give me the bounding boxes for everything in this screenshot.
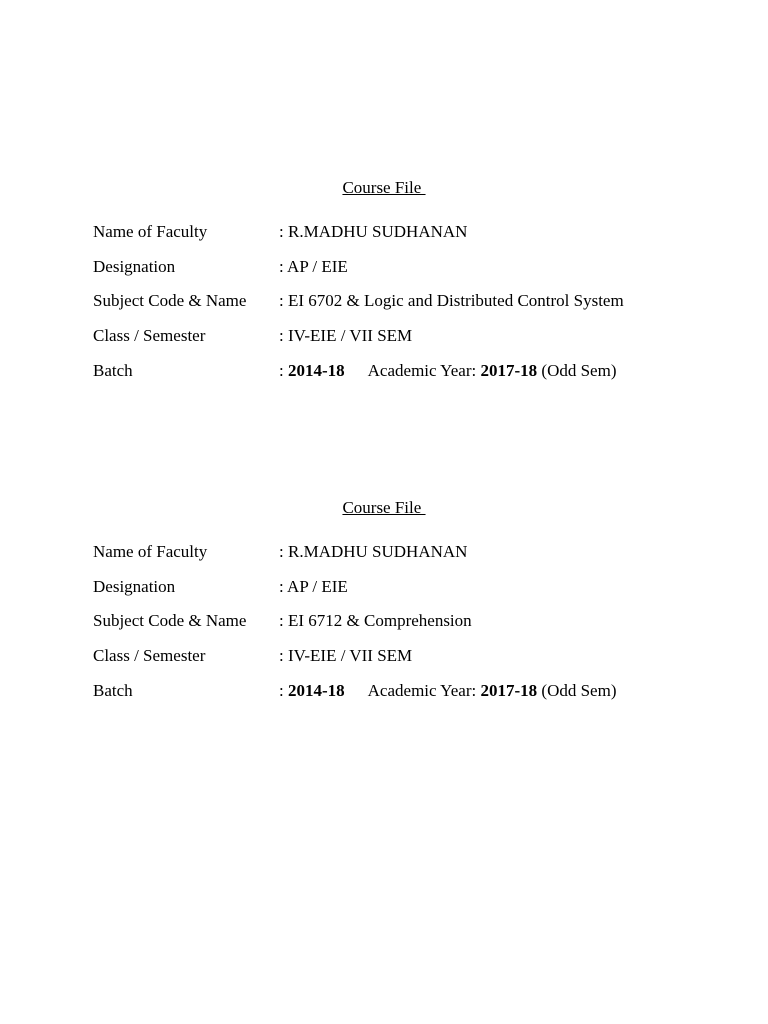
subject-value-line	[279, 290, 624, 312]
colon: :	[279, 256, 284, 276]
class-semester-row	[0, 645, 768, 667]
colon: :	[279, 576, 284, 596]
colon: :	[279, 646, 284, 666]
class-semester-value: IV-EIE / VII SEM	[287, 326, 413, 346]
semester-note: (Odd Sem)	[541, 680, 617, 700]
colon: :	[279, 326, 284, 346]
faculty-label: Name of Faculty	[93, 542, 208, 561]
academic-year-value: 2017-18	[480, 360, 538, 380]
designation-label: Designation	[93, 576, 176, 596]
batch-label: Batch	[93, 360, 133, 380]
colon: :	[279, 542, 284, 561]
course-file-title: Course File	[342, 498, 426, 517]
class-semester-label: Class / Semester	[93, 326, 206, 346]
colon: :	[279, 222, 284, 241]
faculty-value-line	[279, 541, 467, 563]
class-semester-label: Class / Semester	[93, 646, 206, 666]
class-semester-row	[0, 325, 768, 347]
class-semester-value-line	[279, 325, 412, 347]
colon: :	[279, 291, 284, 311]
designation-value: AP / EIE	[287, 256, 348, 276]
batch-row	[0, 360, 768, 382]
designation-value: AP / EIE	[287, 576, 348, 596]
designation-label: Designation	[93, 256, 176, 276]
designation-value-line	[279, 256, 348, 278]
class-semester-value-line	[279, 645, 412, 667]
batch-value-line	[279, 680, 616, 702]
faculty-value: R.MADHU SUDHANAN	[287, 222, 468, 241]
academic-year-label: Academic Year:	[367, 680, 477, 700]
batch-value: 2014-18	[287, 680, 345, 700]
faculty-row	[0, 541, 768, 563]
subject-value: EI 6702 & Logic and Distributed Control System	[287, 291, 624, 311]
subject-value-line	[279, 610, 472, 632]
batch-label: Batch	[93, 680, 133, 700]
faculty-value: R.MADHU SUDHANAN	[287, 542, 468, 561]
colon: :	[279, 611, 284, 631]
subject-value: EI 6712 & Comprehension	[287, 611, 472, 631]
class-semester-value: IV-EIE / VII SEM	[287, 646, 413, 666]
designation-row	[0, 256, 768, 278]
subject-label: Subject Code & Name	[93, 611, 247, 631]
semester-note: (Odd Sem)	[541, 360, 617, 380]
academic-year-label: Academic Year:	[367, 360, 477, 380]
academic-year-value: 2017-18	[480, 680, 538, 700]
course-file-block-1	[0, 177, 768, 394]
subject-row	[0, 290, 768, 312]
subject-row	[0, 610, 768, 632]
course-file-block-2	[0, 497, 768, 714]
faculty-label: Name of Faculty	[93, 222, 208, 241]
designation-value-line	[279, 576, 348, 598]
batch-row	[0, 680, 768, 702]
batch-value-line	[279, 360, 616, 382]
colon: :	[279, 360, 284, 380]
faculty-row	[0, 221, 768, 243]
faculty-value-line	[279, 221, 467, 243]
batch-value: 2014-18	[287, 360, 345, 380]
designation-row	[0, 576, 768, 598]
subject-label: Subject Code & Name	[93, 291, 247, 311]
course-file-title: Course File	[342, 178, 426, 197]
colon: :	[279, 680, 284, 700]
